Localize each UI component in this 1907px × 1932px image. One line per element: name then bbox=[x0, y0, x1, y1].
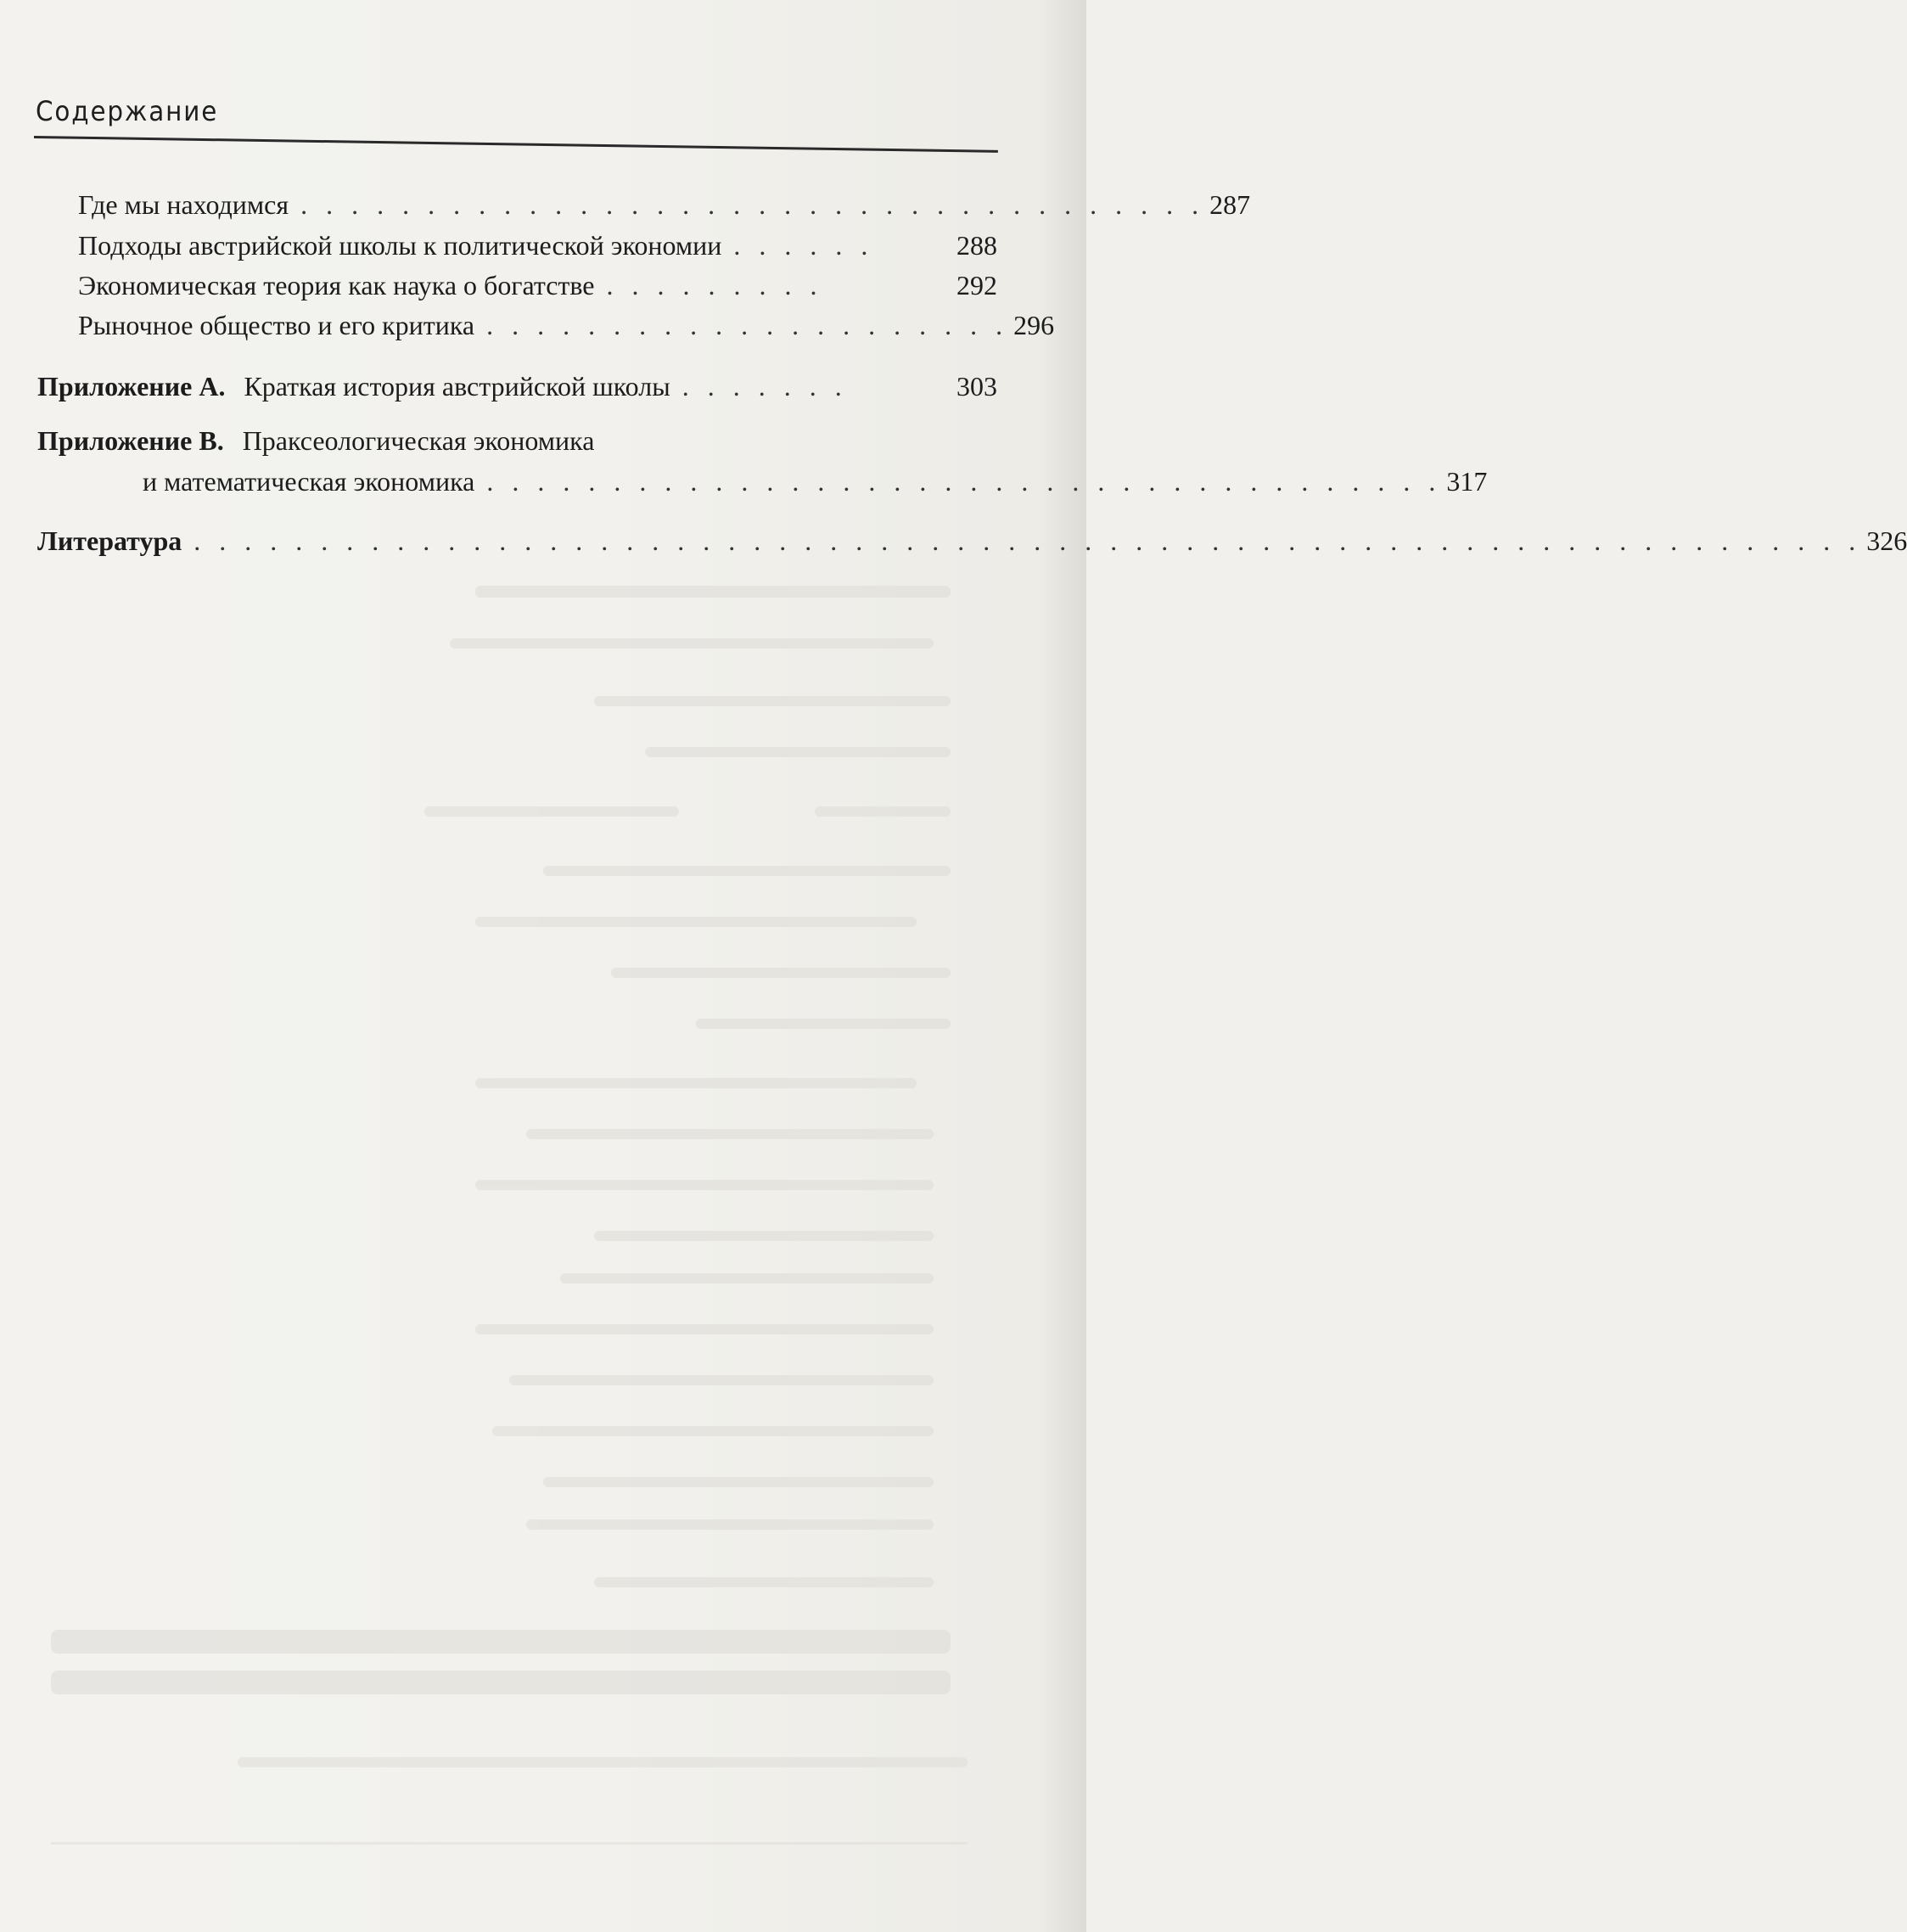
appendix-title: Праксеологическая экономика bbox=[242, 425, 595, 456]
page-edge-shadow bbox=[1042, 0, 1086, 1932]
toc-appendix-b-cont bbox=[143, 465, 1488, 497]
literature-label: Литература bbox=[37, 525, 182, 556]
toc-entry-page: 287 bbox=[1209, 189, 1251, 220]
toc-entry-title: Где мы находимся bbox=[78, 189, 289, 220]
dot-leader: . . . . . . . . . . . . . . . . . . . . . . . . . . . . . . . . . . . . . . bbox=[486, 466, 1442, 497]
toc-entry bbox=[78, 269, 997, 301]
toc-entry-page: 296 bbox=[1013, 310, 1055, 340]
toc-entry-title: Подходы австрийской школы к политической экономии bbox=[78, 230, 722, 261]
dot-leader: . . . . . . . . . . . . . . . . . . . . . bbox=[486, 310, 1009, 340]
dot-leader: . . . . . . . . . . . . . . . . . . . . . . . . . . . . . . . . . . . . bbox=[300, 189, 1205, 220]
appendix-label: Приложение A. bbox=[37, 371, 226, 402]
appendix-label: Приложение B. bbox=[37, 425, 224, 456]
toc-entry bbox=[78, 229, 997, 261]
toc-entry bbox=[78, 188, 1251, 221]
dot-leader: . . . . . . bbox=[733, 230, 874, 261]
toc-appendix-b bbox=[37, 424, 997, 457]
toc-entry-page: 292 bbox=[956, 270, 997, 300]
toc-literature bbox=[37, 525, 1907, 557]
toc-entry-title: Рыночное общество и его критика bbox=[78, 310, 475, 340]
page-header-title: Содержание bbox=[36, 95, 219, 127]
toc-entry bbox=[78, 309, 1055, 341]
appendix-page: 303 bbox=[956, 371, 997, 402]
toc-entry-page: 288 bbox=[956, 230, 997, 261]
appendix-title: Краткая история австрийской школы bbox=[244, 371, 670, 402]
dot-leader: . . . . . . . bbox=[681, 371, 848, 402]
toc-appendix-a bbox=[37, 370, 997, 402]
dot-leader: . . . . . . . . . . . . . . . . . . . . . . . . . . . . . . . . . . . . . . . . . . . . . . . . . . . . . . . . . . . . . . . . . . bbox=[194, 525, 1862, 556]
header-rule bbox=[34, 136, 998, 153]
literature-page: 326 bbox=[1866, 525, 1907, 556]
appendix-title-continued: и математическая экономика bbox=[143, 466, 475, 497]
dot-leader: . . . . . . . . . bbox=[606, 270, 823, 300]
toc-entry-title: Экономическая теория как наука о богатстве bbox=[78, 270, 595, 300]
appendix-page: 317 bbox=[1446, 466, 1488, 497]
